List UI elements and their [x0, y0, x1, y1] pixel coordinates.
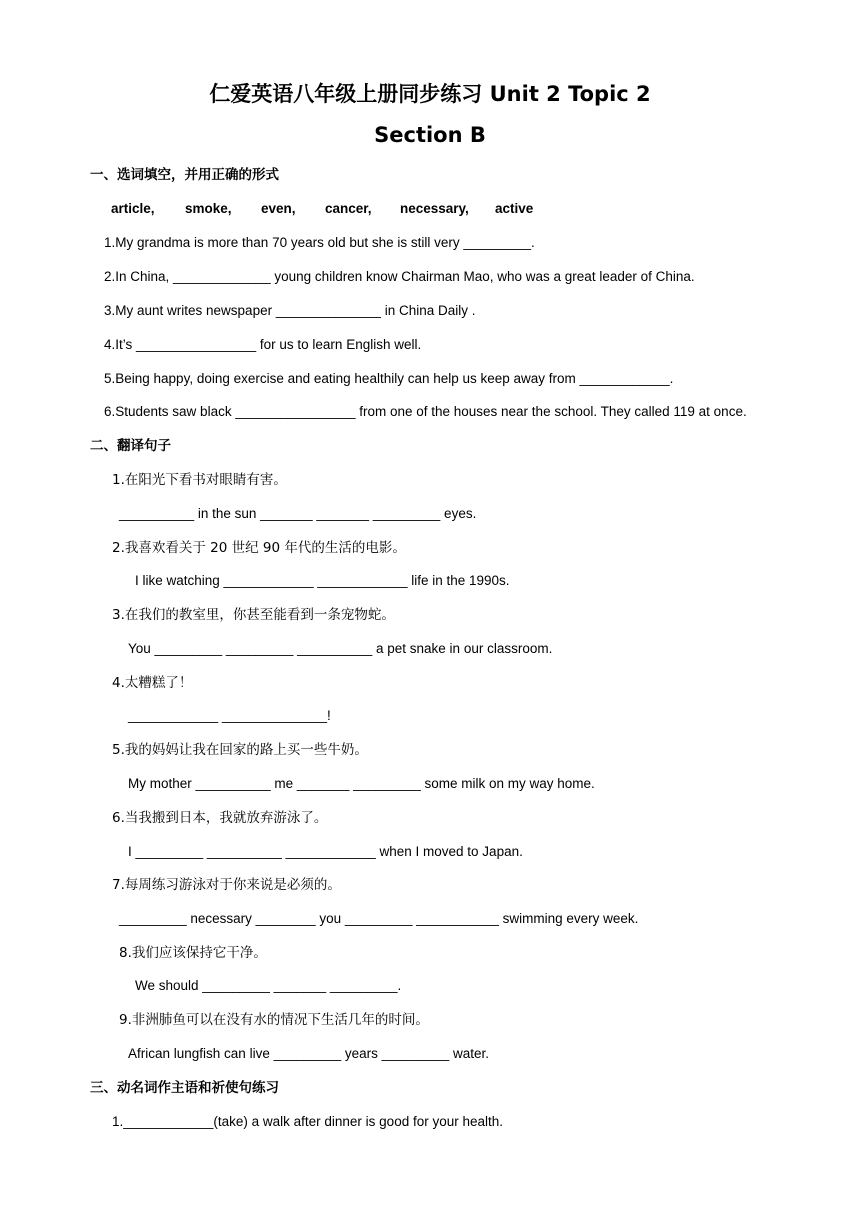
translation-answer: __________ in the sun _______ _______ _________ eyes.: [119, 506, 477, 521]
section1-heading: 一、选词填空，并用正确的形式: [90, 167, 279, 183]
translation-prompt: 4.太糟糕了！: [112, 675, 193, 691]
translation-prompt: 5.我的妈妈让我在回家的路上买一些牛奶。: [112, 742, 368, 758]
exercise-item: 3.My aunt writes newspaper ______________ in China Daily .: [104, 303, 476, 318]
exercise-item: 6.Students saw black ________________ from one of the houses near the school. They called 119 at once.: [104, 404, 747, 419]
exercise-item: 4.It’s ________________ for us to learn English well.: [104, 337, 422, 352]
translation-answer: You _________ _________ __________ a pet snake in our classroom.: [128, 641, 553, 656]
section3-heading: 三、动名词作主语和祈使句练习: [90, 1080, 279, 1096]
word-bank-item: article,: [111, 201, 155, 216]
translation-prompt: 1.在阳光下看书对眼睛有害。: [112, 472, 287, 488]
word-bank-item: even,: [261, 201, 296, 216]
page-subtitle: Section B: [374, 123, 486, 147]
exercise-item: 1.____________(take) a walk after dinner is good for your health.: [112, 1114, 504, 1129]
exercise-item: 2.In China, _____________ young children know Chairman Mao, who was a great leader of China.: [104, 269, 695, 284]
section2-heading: 二、翻译句子: [90, 438, 171, 454]
translation-answer: I _________ __________ ____________ when I moved to Japan.: [128, 844, 523, 859]
translation-prompt: 9.非洲肺鱼可以在没有水的情况下生活几年的时间。: [119, 1012, 429, 1028]
exercise-item: 1.My grandma is more than 70 years old but she is still very _________.: [104, 235, 535, 250]
exercise-item: 5.Being happy, doing exercise and eating healthily can help us keep away from ____________.: [104, 371, 674, 386]
translation-prompt: 6.当我搬到日本，我就放弃游泳了。: [112, 810, 328, 826]
word-bank-item: smoke,: [185, 201, 232, 216]
translation-answer: I like watching ____________ ____________ life in the 1990s.: [135, 573, 510, 588]
translation-answer: We should _________ _______ _________.: [135, 978, 402, 993]
translation-answer: ____________ ______________!: [128, 708, 331, 723]
word-bank-item: necessary,: [400, 201, 469, 216]
page-title: 仁爱英语八年级上册同步练习 Unit 2 Topic 2: [209, 82, 651, 106]
translation-answer: African lungfish can live _________ years _________ water.: [128, 1046, 489, 1061]
word-bank-item: active: [495, 201, 534, 216]
translation-answer: _________ necessary ________ you _________ ___________ swimming every week.: [119, 911, 639, 926]
translation-prompt: 3.在我们的教室里，你甚至能看到一条宠物蛇。: [112, 607, 395, 623]
translation-prompt: 8.我们应该保持它干净。: [119, 945, 267, 961]
translation-prompt: 7.每周练习游泳对于你来说是必须的。: [112, 877, 341, 893]
word-bank-item: cancer,: [325, 201, 372, 216]
translation-answer: My mother __________ me _______ _________ some milk on my way home.: [128, 776, 595, 791]
translation-prompt: 2.我喜欢看关于 20 世纪 90 年代的生活的电影。: [112, 540, 406, 556]
